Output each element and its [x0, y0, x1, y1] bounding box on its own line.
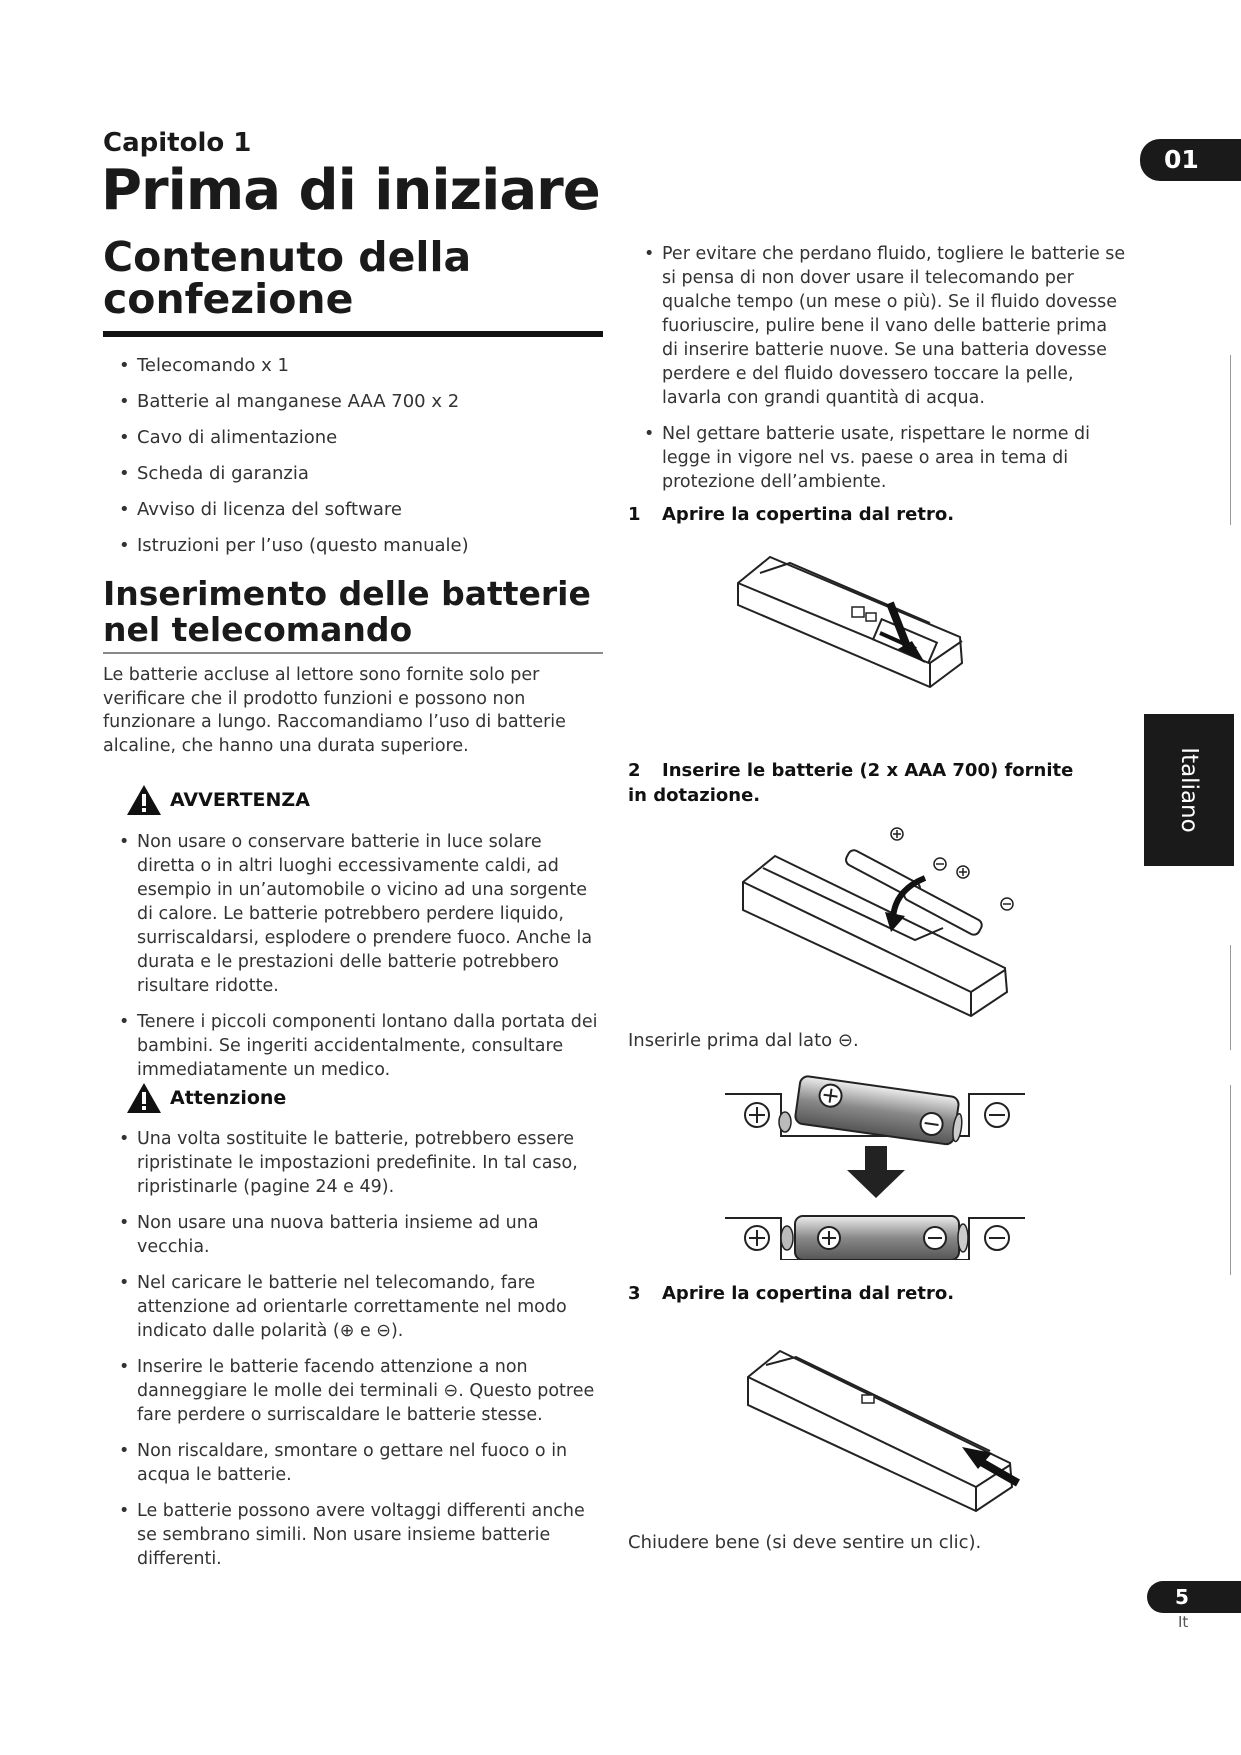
section-divider: [103, 652, 603, 654]
list-item: • Non usare una nuova batteria insieme ad una vecchia.: [103, 1211, 603, 1259]
language-tab: [1144, 714, 1234, 866]
list-item: • Tenere i piccoli componenti lontano dalla portata dei bambini. Se ingeriti accidentalmente, consultare immediatamente un medico.: [103, 1010, 603, 1082]
step-2: [628, 758, 1098, 808]
list-item: • Non riscaldare, smontare o gettare nel fuoco o in acqua le batterie.: [103, 1439, 603, 1487]
step-text: Aprire la copertina dal retro.: [662, 504, 955, 525]
caution-heading-text: Attenzione: [170, 1087, 287, 1109]
list-item: • Nel gettare batterie usate, rispettare le norme di legge in vigore nel vs. paese o area in tema di protezione dell’ambiente.: [628, 422, 1128, 494]
chapter-label: Capitolo 1: [103, 128, 252, 158]
warning-heading-text: AVVERTENZA: [170, 789, 310, 811]
list-item: • Le batterie possono avere voltaggi differenti anche se sembrano simili. Non usare insieme batterie differenti.: [103, 1499, 603, 1571]
warning-heading: [126, 784, 310, 816]
list-item: • Nel caricare le batterie nel telecomando, fare attenzione ad orientarle correttamente nel modo indicato dalle polarità (⊕ e ⊖).: [103, 1271, 603, 1343]
language-code: It: [1178, 1613, 1189, 1631]
battery-care-list: [628, 242, 1128, 506]
list-item: • Cavo di alimentazione: [103, 427, 603, 463]
step-1: [628, 504, 954, 525]
insert-batteries-illustration: [735, 820, 1025, 1020]
remote-open-cover-illustration: [730, 545, 1030, 715]
list-item: • Per evitare che perdano fluido, togliere le batterie se si pensa di non dover usare il telecomando per qualche tempo (un mese o più). Se il fluido dovesse fuoriuscire, pulire bene il vano delle batterie prima di inserire batterie nuove. Se una batteria dovesse perdere e del fluido dovessero toccare la pelle, lavarla con grandi quantità di acqua.: [628, 242, 1128, 410]
list-item: • Una volta sostituite le batterie, potrebbero essere ripristinate le impostazioni predefinite. In tal caso, ripristinarle (pagine 24 e 49).: [103, 1127, 603, 1199]
section-divider: [103, 331, 603, 337]
margin-line: [1230, 355, 1231, 525]
caption-insert: Inserirle prima dal lato ⊖.: [628, 1030, 859, 1051]
list-item: • Avviso di licenza del software: [103, 499, 603, 535]
caution-heading: [126, 1082, 286, 1114]
step-number: 3: [628, 1283, 641, 1304]
list-item: • Scheda di garanzia: [103, 463, 603, 499]
margin-line: [1230, 945, 1231, 1050]
remote-close-cover-illustration: [740, 1335, 1030, 1515]
warning-triangle-icon: [126, 784, 162, 816]
step-text: Inserire le batterie (2 x AAA 700) fornite in dotazione.: [628, 760, 1074, 806]
caution-list: [103, 1127, 603, 1583]
language-tab-label: Italiano: [1176, 747, 1202, 833]
section-title-batteries: Inserimento delle batterie nel telecomando: [103, 574, 591, 649]
list-item: • Inserire le batterie facendo attenzione a non danneggiare le molle dei terminali ⊖. Questo potree fare perdere o surriscaldare le batterie stesse.: [103, 1355, 603, 1427]
intro-paragraph: Le batterie accluse al lettore sono fornite solo per verificare che il prodotto funzioni e possono non funzionare a lungo. Raccomandiamo l’uso di batterie alcaline, che hanno una durata superiore.: [103, 665, 566, 756]
step-text: Aprire la copertina dal retro.: [662, 1283, 955, 1304]
chapter-number-tab: 01: [1140, 139, 1241, 181]
chapter-title: Prima di iniziare: [101, 158, 600, 223]
section-title-contents: Contenuto della confezione: [103, 233, 472, 323]
caption-close: Chiudere bene (si deve sentire un clic).: [628, 1532, 982, 1553]
step-number: 2: [628, 760, 641, 781]
warning-list: [103, 830, 603, 1094]
step-3: [628, 1283, 954, 1304]
list-item: • Batterie al manganese AAA 700 x 2: [103, 391, 603, 427]
step-number: 1: [628, 504, 641, 525]
page-number: 5: [1147, 1581, 1241, 1613]
list-item: • Non usare o conservare batterie in luce solare diretta o in altri luoghi eccessivamente caldi, ad esempio in un’automobile o vicino ad una sorgente di calore. Le batterie potrebbero perdere liquido, surriscaldarsi, esplodere o prendere fuoco. Anche la durata e le prestazioni delle batterie potrebbero risultare ridotte.: [103, 830, 603, 998]
contents-list: [103, 355, 603, 571]
list-item: • Istruzioni per l’uso (questo manuale): [103, 535, 603, 571]
polarity-illustration: [725, 1070, 1035, 1260]
margin-line: [1230, 1085, 1231, 1275]
caution-triangle-icon: [126, 1082, 162, 1114]
list-item: • Telecomando x 1: [103, 355, 603, 391]
